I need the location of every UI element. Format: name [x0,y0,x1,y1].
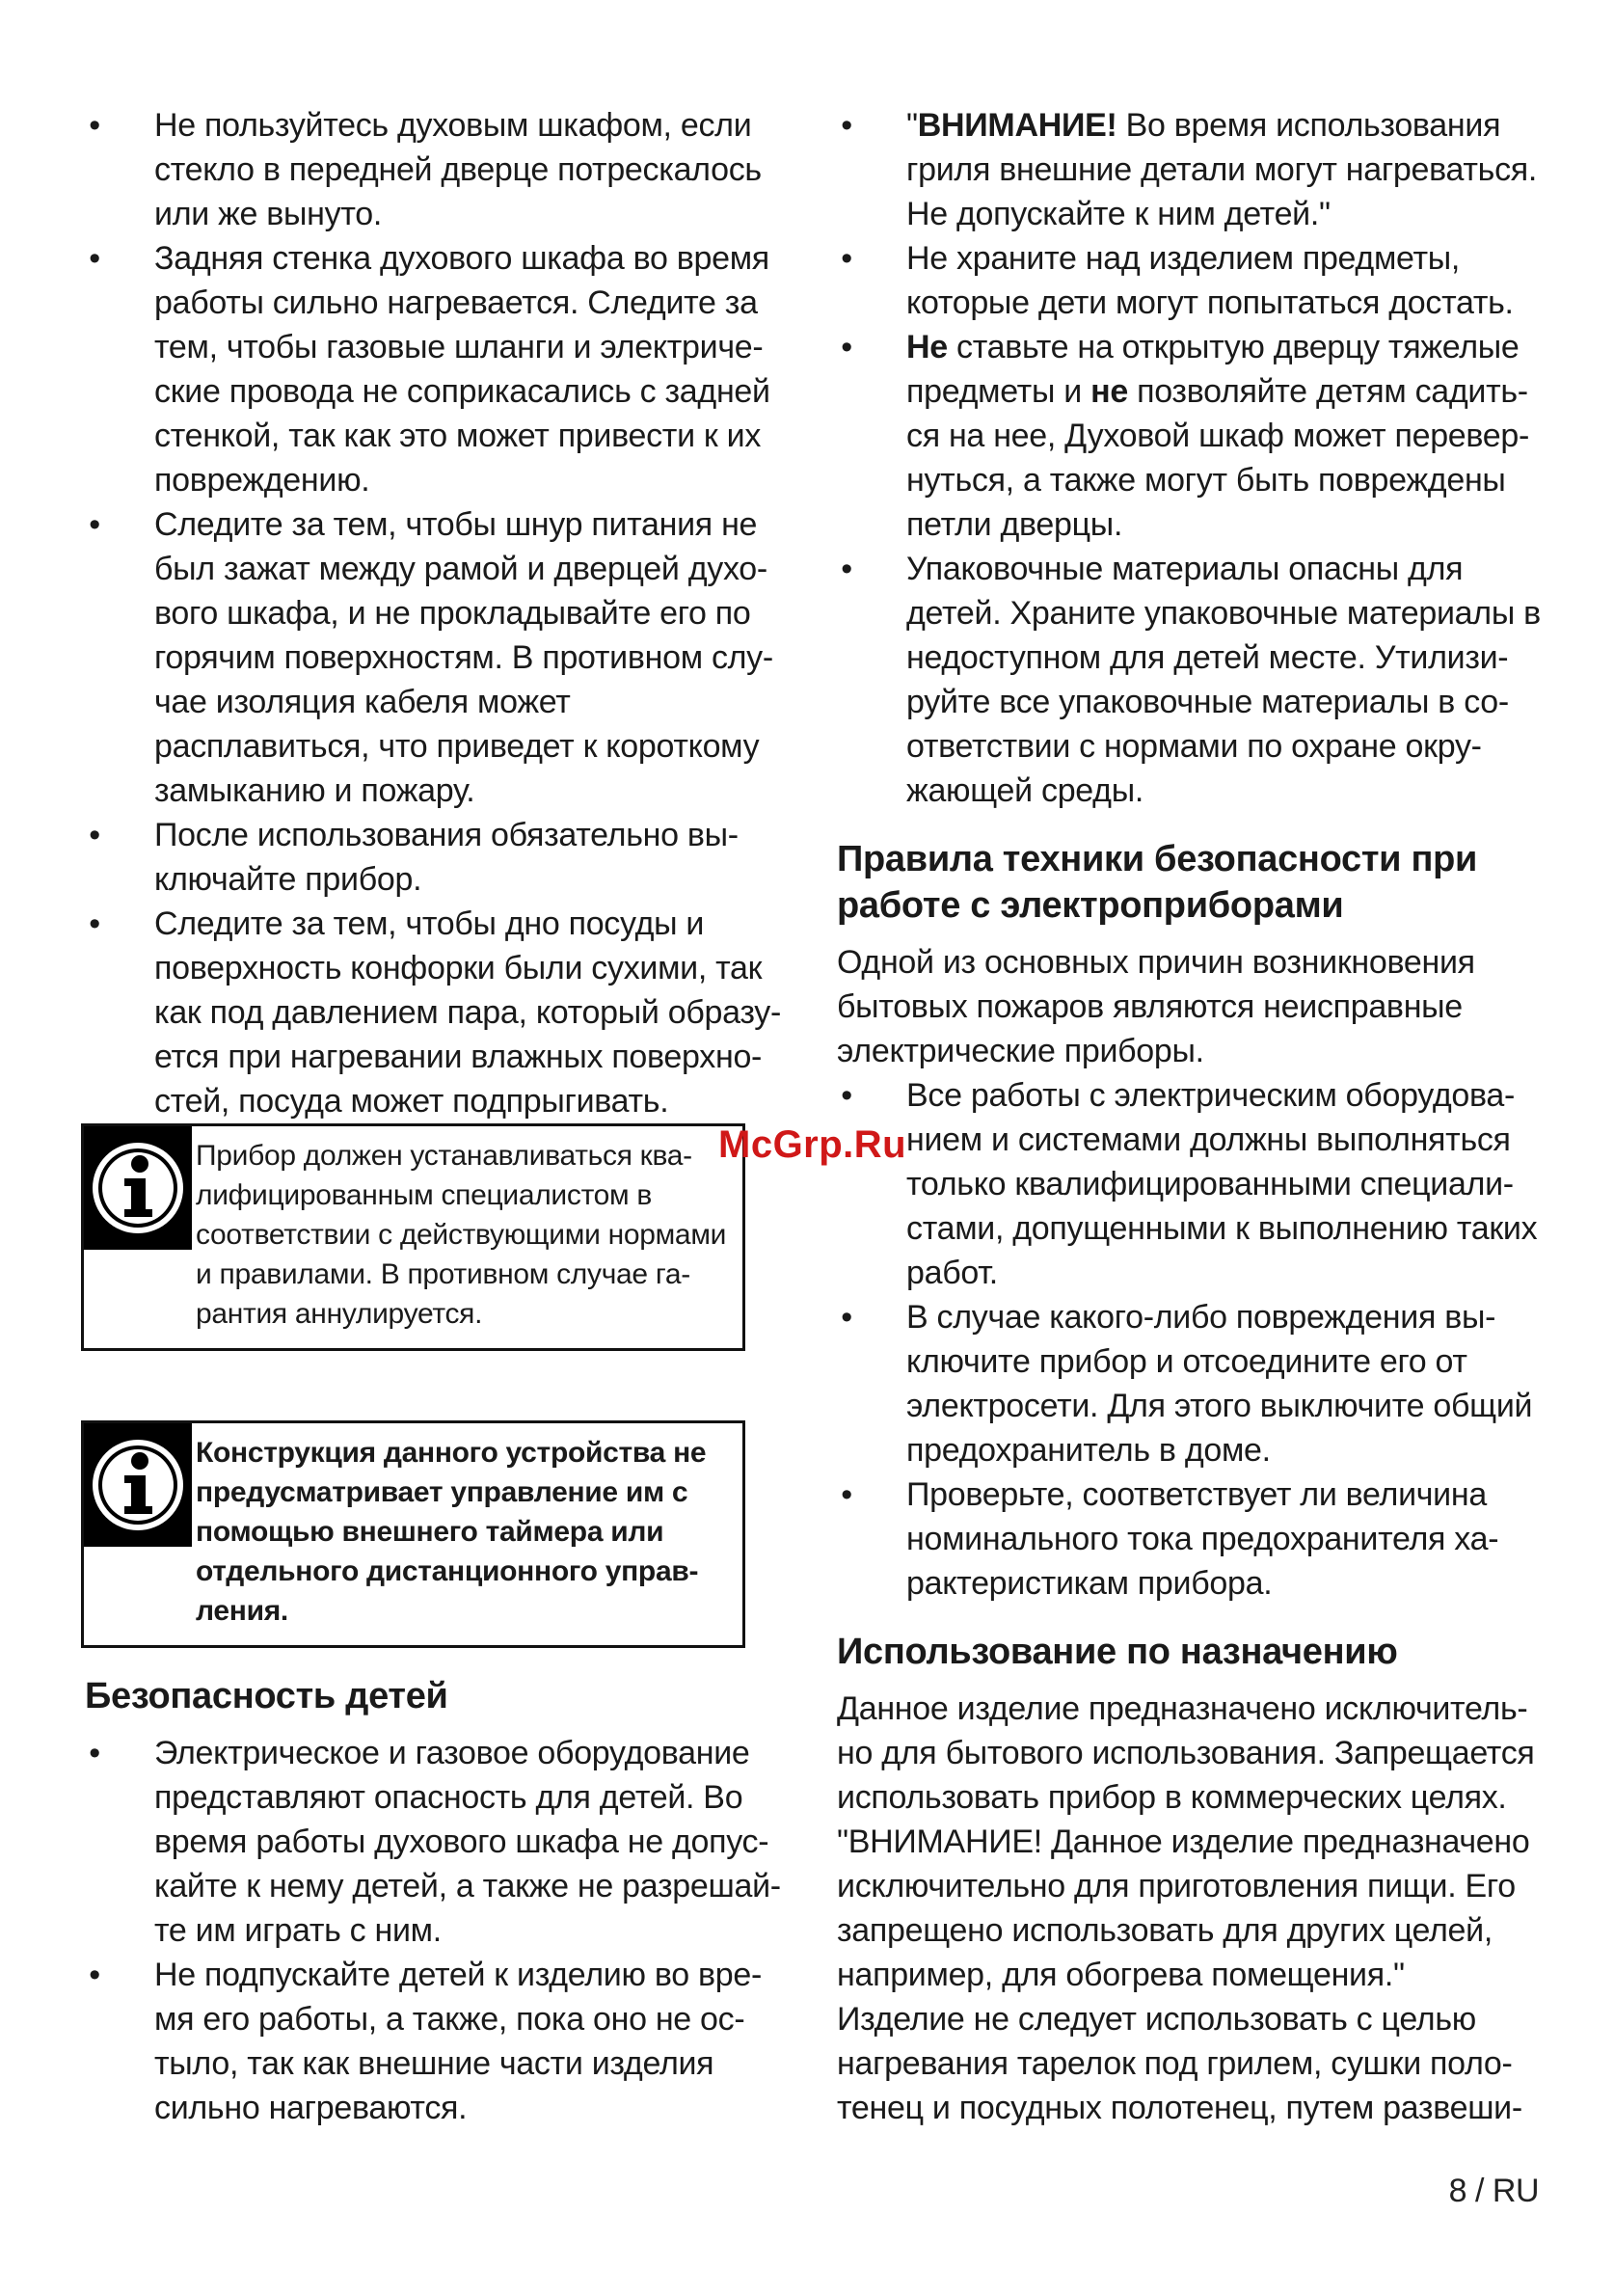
info-box-timer [81,1420,745,1648]
list-item: • Следите за тем, чтобы дно посуды и поверхность конфорки были сухими, так как под давлением пара, который образу-ется при нагревании влажных поверхно-стей, посуда может подпрыгивать. [89,905,781,1120]
list-item: • Упаковочные материалы опасны для детей. Храните упаковочные материалы в недоступном для детей месте. Утилизи-руйте все упаковочные материалы в со-ответствии с нормами по охране окру-жающей среды. [841,551,1541,809]
list-item: • Не ставьте на открытую дверцу тяжелые предметы и не позволяйте детям садить-ся на нее, Духовой шкаф может перевер-нуться, а также могут быть повреждены петли дверцы. [841,329,1530,543]
list-item: • Все работы с электрическим оборудова-нием и системами должны выполняться только квалифицированными специали-стами, допущенными к выполнению таких работ. [841,1077,1538,1291]
info-box-installation [81,1123,745,1351]
watermark: McGrp.Ru [718,1123,907,1166]
safety-list-top [85,103,794,1123]
info-box-text: Прибор должен устанавливаться ква-лифицированным специалистом в соответствии с действующими нормами и правилами. В противном случае га-рантия аннулируется. [196,1140,727,1330]
heading-child-safety: Безопасность детей [85,1676,448,1716]
info-icon [84,1126,192,1250]
info-box-text: Конструкция данного устройства не предусматривает управление им с помощью внешнего таймера или отдельного дистанционного управ-ления. [196,1437,707,1627]
list-item: • После использования обязательно вы-ключайте прибор. [89,817,739,898]
info-icon [84,1423,192,1547]
list-item: • Электрическое и газовое оборудование представляют опасность для детей. Во время работы духового шкафа не допус-кайте к нему детей, а также не разрешай-те им играть с ним. [89,1735,781,1949]
paragraph-electrical: Одной из основных причин возникновения бытовых пожаров являются неисправные электрические приборы. [837,944,1475,1069]
list-item: • Не пользуйтесь духовым шкафом, если стекло в передней дверце потрескалось или же вынуто. [89,107,762,232]
list-item: • Не храните над изделием предметы, которые дети могут попытаться достать. [841,240,1514,321]
list-item: • "ВНИМАНИЕ! Во время использования гриля внешние детали могут нагреваться. Не допускайте к ним детей." [841,107,1538,232]
paragraph-intended-use: Данное изделие предназначено исключитель-но для бытового использования. Запрещается использовать прибор в коммерческих целях. "ВНИМАНИЕ! Данное изделие предназначено исключительно для приготовления пищи. Его запрещено использовать для других целей, например, для обогрева помещения." Изделие не следует использовать с целью нагревания тарелок под грилем, сушки поло-тенец и посудных полотенец, путем развеши- [837,1690,1535,2126]
safety-list-right [837,103,1546,813]
list-item: • Задняя стенка духового шкафа во время работы сильно нагревается. Следите за тем, чтобы газовые шланги и электриче-ские провода не соприкасались с задней стенкой, так как это может привести к их повреждению. [89,240,770,499]
page-number: 8 / RU [1448,2173,1539,2209]
heading-electrical-safety: Правила техники безопасности при работе с электроприборами [837,839,1478,926]
list-item: • Проверьте, соответствует ли величина номинального тока предохранителя ха-рактеристикам прибора. [841,1476,1499,1602]
heading-intended-use: Использование по назначению [837,1632,1398,1672]
electrical-safety-list [837,1073,1546,1606]
child-safety-list [85,1731,794,2130]
list-item: • Следите за тем, чтобы шнур питания не был зажат между рамой и дверцей духо-вого шкафа, и не прокладывайте его по горячим поверхностям. В противном слу-чае изоляция кабеля может расплавиться, что приведет к короткому замыканию и пожару. [89,506,773,809]
list-item: • В случае какого-либо повреждения вы-ключите прибор и отсоедините его от электросети. Для этого выключите общий предохранитель в доме. [841,1299,1533,1469]
list-item: • Не подпускайте детей к изделию во вре-мя его работы, а также, пока оно не ос-тыло, так как внешние части изделия сильно нагреваются. [89,1957,762,2126]
